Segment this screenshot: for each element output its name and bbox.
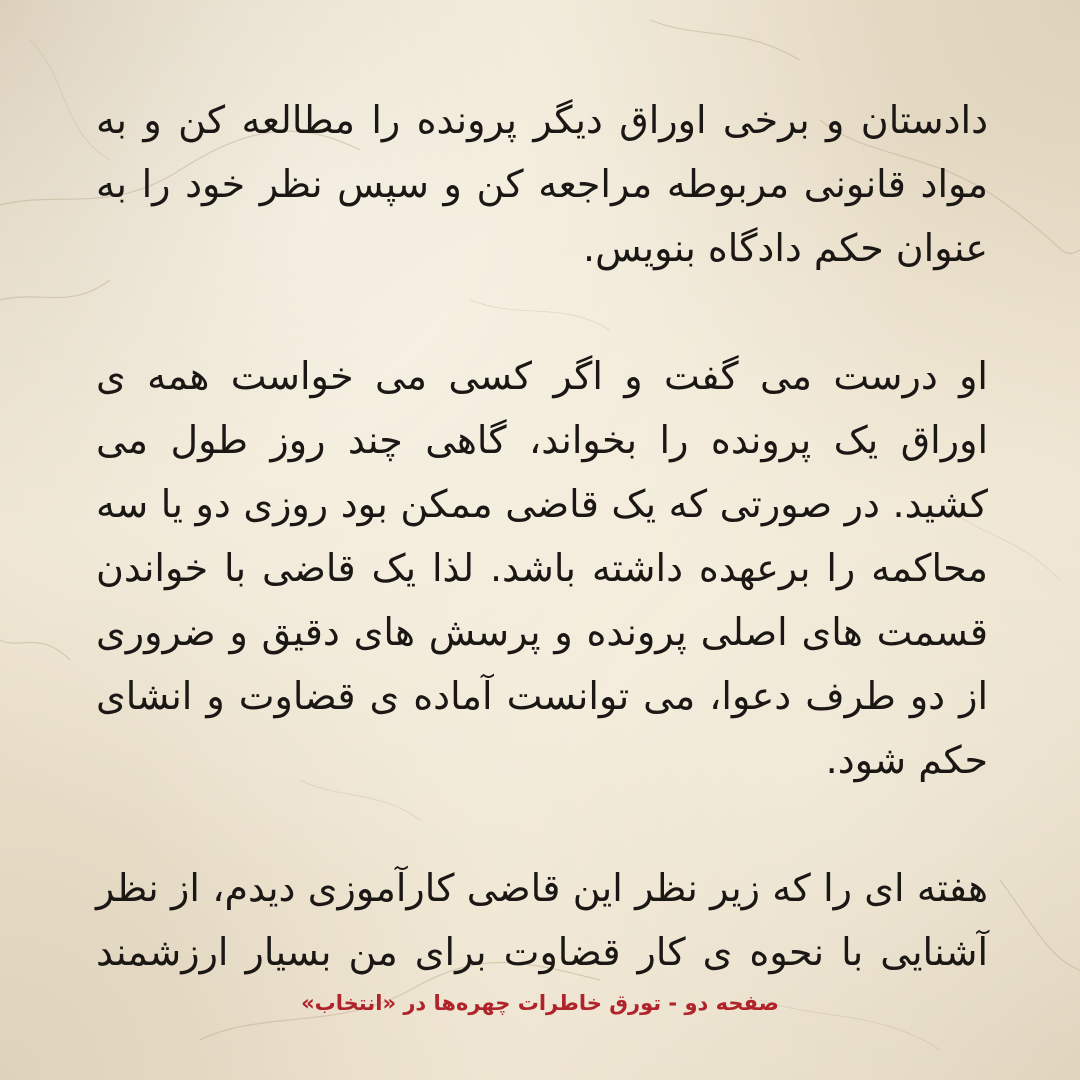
article-body bbox=[96, 88, 988, 984]
paragraph-1: دادستان و برخی اوراق دیگر پرونده را مطالعه کن و به مواد قانونی مربوطه مراجعه کن و سپس نظر خود را به عنوان حکم دادگاه بنویس. bbox=[96, 98, 988, 270]
paragraph-3: هفته ای را که زیر نظر این قاضی کارآموزی دیدم، از نظر آشنایی با نحوه ی کار قضاوت برای من بسیار ارزشمند bbox=[96, 866, 988, 974]
page-footer: صفحه دو - تورق خاطرات چهره‌ها در «انتخاب» bbox=[301, 991, 779, 1015]
paragraph-2: او درست می گفت و اگر کسی می خواست همه ی اوراق یک پرونده را بخواند، گاهی چند روز طول می کشید. در صورتی که یک قاضی ممکن بود روزی دو یا سه محاکمه را برعهده داشته باشد. لذا یک قاضی با خواندن قسمت های اصلی پرونده و پرسش های دقیق و ضروری از دو طرف دعوا، می توانست آماده ی قضاوت و انشای حکم شود. bbox=[96, 354, 988, 782]
